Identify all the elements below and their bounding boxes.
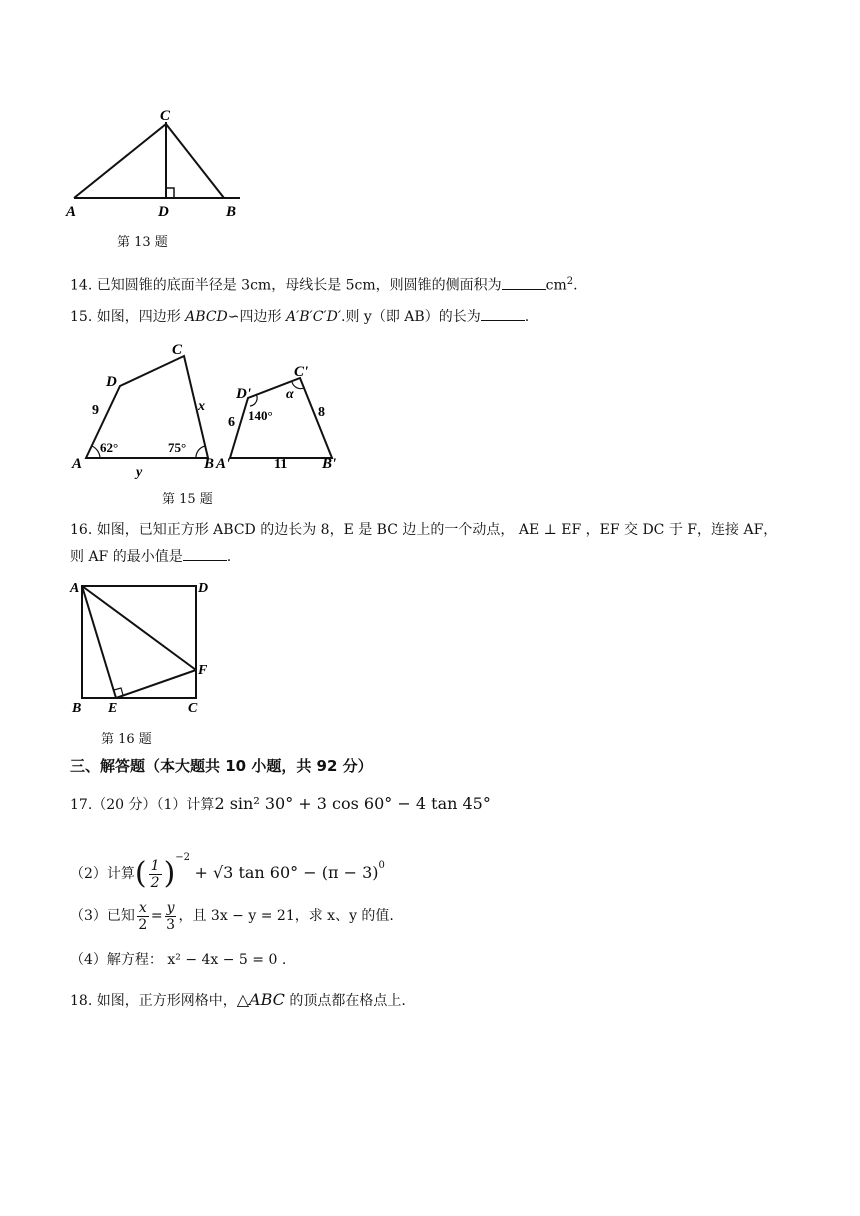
angle-c-prime-value: α xyxy=(286,387,294,402)
label-b-prime: B' xyxy=(322,456,337,472)
q15-text2: 四边形 xyxy=(239,309,286,325)
label-a: A xyxy=(70,581,80,596)
label-c: C xyxy=(160,108,171,124)
label-a: A xyxy=(72,456,83,472)
label-d: D xyxy=(158,204,169,220)
angle-a-arc xyxy=(92,446,100,458)
q15-abcd: ABCD xyxy=(185,309,228,325)
question-14 xyxy=(70,272,578,296)
angle-d-prime-value: 140° xyxy=(248,408,273,423)
segment-ae xyxy=(82,586,116,698)
question-17-part-2: （2）计算( $\frac{1}{2}$ )$^{-2}$ + √3 $\tan 60^\circ - (\pi - 3)^0$ xyxy=(70,852,385,891)
figure-16-caption: 第 16 题 xyxy=(101,732,152,747)
q18-text1: 18. 如图，正方形网格中， xyxy=(70,993,237,1009)
side-a2d2-value: 6 xyxy=(228,415,235,430)
q17-p2-prefix: （2）计算 xyxy=(70,866,135,882)
figure-13 xyxy=(60,100,260,220)
label-f: F xyxy=(198,663,208,678)
q17-p2-rest: + √3 tan 60° − (π − 3) xyxy=(194,863,379,882)
q15-answer-blank xyxy=(481,306,525,321)
question-18 xyxy=(70,990,406,1011)
label-d: D xyxy=(198,581,209,596)
label-a: A xyxy=(66,204,77,220)
q14-unit: cm xyxy=(545,277,567,294)
q18-text2: 的顶点都在格点上. xyxy=(284,993,406,1009)
q17-p3-rest: ，且 3x − y = 21，求 x、y 的值. xyxy=(178,908,394,924)
side-b2c2-value: 8 xyxy=(318,405,325,420)
label-d-prime: D' xyxy=(236,386,251,402)
label-a-prime: A' xyxy=(216,456,231,472)
side-bc xyxy=(166,124,224,198)
q18-triangle: △ABC xyxy=(236,990,285,1009)
q17-p2-exponent: −2 xyxy=(175,852,191,863)
q17-p1-expression: 2 sin² 30° + 3 cos 60° − 4 tan 45° xyxy=(214,794,491,813)
angle-a-value: 62° xyxy=(100,440,119,455)
q15-text3: .则 y（即 AB）的长为 xyxy=(341,309,481,325)
q15-text1: 15. 如图，四边形 xyxy=(70,309,186,325)
section-3-heading: 三、解答题（本大题共 10 小题，共 92 分） xyxy=(70,757,373,775)
label-d: D xyxy=(106,374,117,390)
question-17-part-4: （4）解方程： x² − 4x − 5 = 0 . xyxy=(70,952,287,968)
q15-end: . xyxy=(524,309,530,325)
segment-ef xyxy=(116,670,196,698)
label-c: C xyxy=(188,701,198,716)
label-b: B xyxy=(204,456,215,472)
side-ad-value: 9 xyxy=(92,403,99,418)
question-17-part-1 xyxy=(70,794,491,815)
right-angle-mark xyxy=(166,188,174,198)
q14-end: . xyxy=(573,277,578,294)
side-ab-value: y xyxy=(136,465,143,480)
question-16-line-2 xyxy=(70,546,231,567)
q17-p3-fraction-y: $\frac{y}{3}$ xyxy=(166,899,175,933)
figure-16 xyxy=(62,576,222,716)
label-c-prime: C' xyxy=(294,364,309,380)
label-b: B xyxy=(226,204,237,220)
question-17-part-3: （3）已知 $\frac{x}{2}$ = $\frac{y}{3}$ ，且 3x − y = 21，求 x、y 的值. xyxy=(70,899,394,933)
label-e: E xyxy=(108,701,118,716)
q14-unit-exponent: 2 xyxy=(566,276,574,287)
side-bc-value: x xyxy=(198,399,205,414)
q16-answer-blank xyxy=(183,546,227,561)
q15-abcd-prime: A′B′C′D′ xyxy=(285,309,342,325)
q17-p2-fraction: $\frac{1}{2}$ xyxy=(150,857,160,891)
figure-15 xyxy=(60,336,360,486)
q16-line2-text: 则 AF 的最小值是 xyxy=(70,549,183,565)
angle-b-value: 75° xyxy=(168,440,187,455)
q17-p2-exponent-0: 0 xyxy=(378,860,385,871)
q17-p3-prefix: （3）已知 xyxy=(70,908,135,924)
q15-similar-symbol: ∽ xyxy=(227,309,240,325)
question-16-line-1: 16. 如图，已知正方形 ABCD 的边长为 8，E 是 BC 边上的一个动点， AE ⊥ EF ，EF 交 DC 于 F，连接 AF， xyxy=(70,522,778,538)
segment-af xyxy=(82,586,196,670)
side-a2b2-value: 11 xyxy=(274,457,288,472)
side-ac xyxy=(74,124,166,198)
q17-p3-fraction-x: $\frac{x}{2}$ xyxy=(138,899,148,933)
label-c: C xyxy=(172,342,183,358)
figure-15-caption: 第 15 题 xyxy=(162,492,213,507)
question-15 xyxy=(70,306,529,327)
label-b: B xyxy=(72,701,82,716)
q14-text: 14. 已知圆锥的底面半径是 3cm，母线长是 5cm，则圆锥的侧面积为 xyxy=(70,277,502,294)
q14-answer-blank xyxy=(502,275,546,290)
q16-end: . xyxy=(226,549,232,565)
figure-13-caption: 第 13 题 xyxy=(117,235,168,250)
q17-p1-prefix: 17.（20 分）（1）计算 xyxy=(70,797,215,813)
